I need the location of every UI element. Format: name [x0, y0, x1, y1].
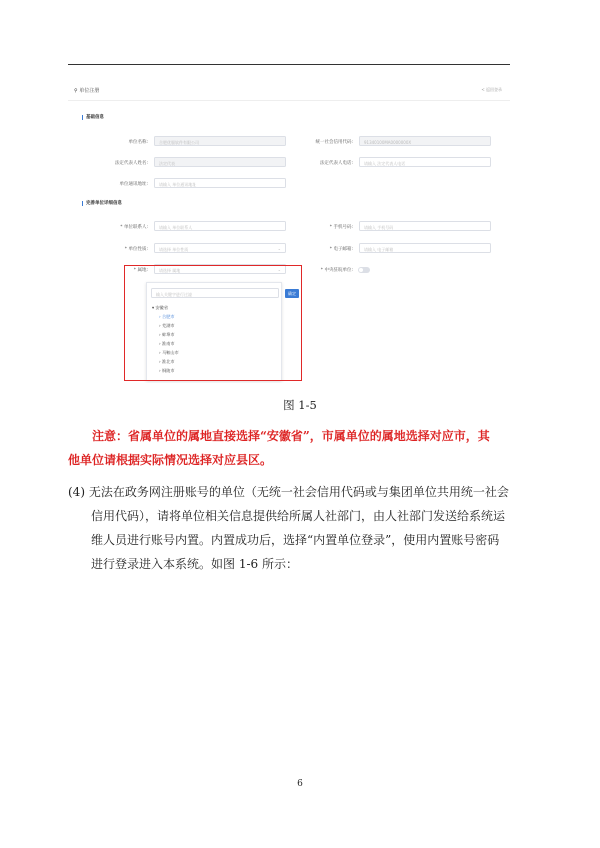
highlight-box — [124, 265, 302, 381]
legal-name-label: 法定代表人姓名: — [114, 161, 148, 166]
tree-root-label: 安徽省 — [155, 305, 169, 310]
section-basic: 基础信息 — [82, 115, 104, 120]
credit-code-input[interactable]: 91340100MA0000000X — [359, 136, 491, 146]
region-filter-input[interactable]: 输入关键字进行过滤 — [151, 288, 279, 298]
tree-city[interactable]: › 淮北市 — [159, 359, 175, 364]
unit-name-label: 单位名称: — [128, 140, 148, 145]
legal-phone-label: 法定代表人电话: — [319, 161, 353, 166]
header-rule — [68, 64, 510, 65]
city-label: 芜湖市 — [162, 323, 175, 328]
nature-placeholder: 请选择 单位性质 — [159, 246, 189, 252]
central-unit-toggle[interactable] — [358, 267, 370, 273]
dropdown-confirm-button[interactable]: 确定 — [285, 289, 299, 298]
region-label: * 属地: — [133, 268, 148, 273]
email-label: * 电子邮箱: — [329, 247, 353, 252]
city-label: 合肥市 — [162, 314, 175, 319]
tree-city[interactable]: › 铜陵市 — [159, 368, 175, 373]
tree-city[interactable]: › 合肥市 — [159, 314, 175, 319]
para-line-3: 维人员进行账号内置。内置成功后，选择“内置单位登录”，使用内置账号密码 — [91, 533, 500, 547]
legal-phone-input[interactable]: 请输入 法定代表人电话 — [359, 157, 491, 167]
city-label: 淮南市 — [162, 341, 175, 346]
nature-select[interactable] — [154, 243, 286, 253]
registration-screenshot — [68, 78, 510, 383]
city-label: 蚌埠市 — [162, 332, 175, 337]
note-line-1: 注意：省属单位的属地直接选择“安徽省”，市属单位的属地选择对应市，其 — [92, 429, 490, 443]
mobile-label: * 手机号码: — [329, 225, 353, 230]
para-line-4: 进行登录进入本系统。如图 1-6 所示： — [91, 557, 298, 571]
city-label: 铜陵市 — [162, 368, 175, 373]
page-number: 6 — [297, 779, 303, 789]
tree-city[interactable]: › 马鞍山市 — [159, 350, 179, 355]
tree-city[interactable]: › 淮南市 — [159, 341, 175, 346]
address-input[interactable]: 请输入 单位通讯地址 — [154, 178, 286, 188]
contact-input[interactable]: 请输入 单位联系人 — [154, 221, 286, 231]
address-label: 单位通讯地址: — [119, 182, 148, 187]
title-text: 单位注册 — [79, 88, 100, 94]
section-detail: 完善单位详细信息 — [82, 201, 122, 206]
nature-label: * 单位性质: — [124, 247, 148, 252]
tree-city[interactable]: › 蚌埠市 — [159, 332, 175, 337]
city-label: 淮北市 — [162, 359, 175, 364]
region-placeholder: 请选择 属地 — [159, 267, 181, 273]
credit-code-label: 统一社会信用代码: — [315, 140, 353, 145]
chevron-down-icon: ⌄ — [277, 246, 281, 251]
para-line-2: 信用代码），请将单位相关信息提供给所属人社部门，由人社部门发送给系统运 — [91, 509, 506, 523]
central-unit-label: * 中央驻皖单位: — [320, 268, 353, 273]
chevron-down-icon: ⌄ — [277, 267, 281, 272]
tree-city[interactable]: › 芜湖市 — [159, 323, 175, 328]
mobile-input[interactable]: 请输入 手机号码 — [359, 221, 491, 231]
title-divider — [68, 100, 510, 101]
contact-label: * 单位联系人: — [120, 225, 148, 230]
unit-name-input[interactable]: 合肥优服软件有限公司 — [154, 136, 286, 146]
city-label: 马鞍山市 — [162, 350, 179, 355]
back-to-login-link[interactable]: < 返回登录 — [481, 87, 502, 92]
legal-name-input[interactable]: 法定代表 — [154, 157, 286, 167]
email-input[interactable]: 请输入 电子邮箱 — [359, 243, 491, 253]
screenshot-title: ⚲ 单位注册 — [74, 88, 100, 94]
figure-caption: 图 1-5 — [283, 398, 317, 412]
tree-root-anhui[interactable]: ▾ 安徽省 — [152, 305, 169, 310]
para-line-1: (4) 无法在政务网注册账号的单位（无统一社会信用代码或与集团单位共用统一社会 — [68, 485, 509, 499]
note-line-2: 他单位请根据实际情况选择对应县区。 — [68, 453, 273, 467]
